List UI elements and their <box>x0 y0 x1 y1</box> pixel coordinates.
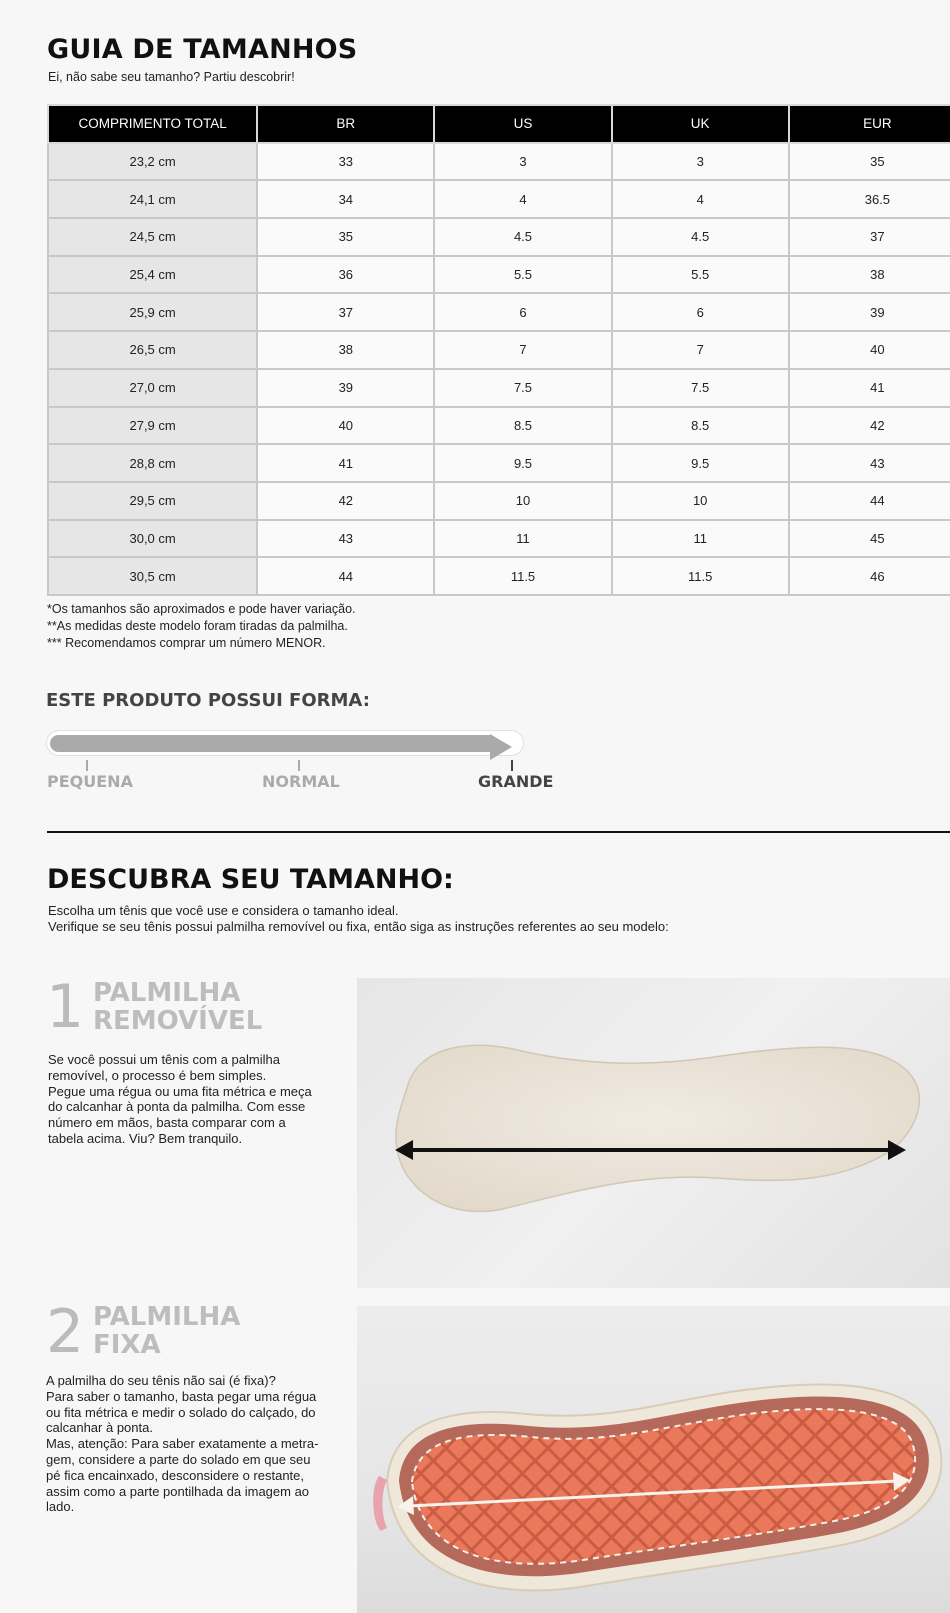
cell-uk: 8.5 <box>612 407 789 445</box>
table-header-row <box>48 105 950 143</box>
cell-uk: 7.5 <box>612 369 789 407</box>
text-line: removível, o processo é bem simples. <box>48 1067 267 1083</box>
insole-photo <box>357 978 950 1288</box>
text-line: tabela acima. Viu? Bem tranquilo. <box>48 1130 243 1146</box>
table-row <box>48 331 950 369</box>
cell-length: 28,8 cm <box>48 444 257 482</box>
table-row <box>48 407 950 445</box>
arrow-right-icon <box>490 734 512 760</box>
step-description <box>48 1052 312 1147</box>
cell-length: 30,0 cm <box>48 520 257 558</box>
step-title <box>93 1303 240 1359</box>
cell-us: 4 <box>434 180 611 218</box>
cell-eur: 43 <box>789 444 950 482</box>
column-header-length: COMPRIMENTO TOTAL <box>48 105 257 143</box>
step-title <box>93 979 262 1035</box>
cell-us: 10 <box>434 482 611 520</box>
scale-tick <box>86 760 88 771</box>
note-line: *** Recomendamos comprar um número MENOR. <box>47 636 326 650</box>
table-row <box>48 293 950 331</box>
text-line: calcanhar à ponta. <box>46 1420 153 1436</box>
text-line: Pegue uma régua ou uma fita métrica e meça <box>48 1083 312 1099</box>
table-row <box>48 180 950 218</box>
table-row <box>48 444 950 482</box>
cell-uk: 6 <box>612 293 789 331</box>
cell-br: 35 <box>257 218 434 256</box>
page-subtitle: Ei, não sabe seu tamanho? Partiu descobrir! <box>48 70 295 84</box>
column-header-eur: EUR <box>789 105 950 143</box>
text-line: do calcanhar à ponta da palmilha. Com esse <box>48 1099 306 1115</box>
cell-eur: 37 <box>789 218 950 256</box>
cell-br: 36 <box>257 256 434 294</box>
page-title: GUIA DE TAMANHOS <box>47 34 358 65</box>
insole-measure-illustration <box>357 978 950 1288</box>
text-line: lado. <box>46 1499 75 1515</box>
step-number: 2 <box>46 1297 85 1367</box>
heel-tab <box>373 1476 387 1531</box>
cell-uk: 5.5 <box>612 256 789 294</box>
cell-br: 34 <box>257 180 434 218</box>
cell-length: 26,5 cm <box>48 331 257 369</box>
text-line: assim como a parte pontilhada da imagem ao <box>46 1483 310 1499</box>
cell-br: 41 <box>257 444 434 482</box>
cell-length: 25,4 cm <box>48 256 257 294</box>
cell-eur: 45 <box>789 520 950 558</box>
cell-length: 27,0 cm <box>48 369 257 407</box>
outsole-measure-illustration <box>357 1306 950 1613</box>
outsole-photo <box>357 1306 950 1613</box>
scale-tick-selected <box>511 760 513 771</box>
cell-eur: 40 <box>789 331 950 369</box>
cell-us: 5.5 <box>434 256 611 294</box>
text-line: Para saber o tamanho, basta pegar uma régua <box>46 1388 317 1404</box>
discover-intro <box>48 903 669 935</box>
cell-uk: 9.5 <box>612 444 789 482</box>
cell-us: 7 <box>434 331 611 369</box>
table-row <box>48 482 950 520</box>
column-header-uk: UK <box>612 105 789 143</box>
text-line: Mas, atenção: Para saber exatamente a metra- <box>46 1436 319 1452</box>
size-notes <box>47 601 356 652</box>
table-row <box>48 143 950 181</box>
cell-length: 25,9 cm <box>48 293 257 331</box>
size-table <box>47 104 950 596</box>
scale-label-pequena: PEQUENA <box>47 772 133 791</box>
cell-br: 37 <box>257 293 434 331</box>
table-row <box>48 557 950 595</box>
cell-br: 33 <box>257 143 434 181</box>
step-number: 1 <box>46 972 85 1042</box>
text-line: pé fica encainxado, desconsidere o restante, <box>46 1467 305 1483</box>
text-line: Se você possui um tênis com a palmilha <box>48 1052 280 1067</box>
cell-eur: 44 <box>789 482 950 520</box>
column-header-br: BR <box>257 105 434 143</box>
cell-eur: 41 <box>789 369 950 407</box>
cell-us: 11.5 <box>434 557 611 595</box>
cell-br: 40 <box>257 407 434 445</box>
cell-us: 7.5 <box>434 369 611 407</box>
discover-title: DESCUBRA SEU TAMANHO: <box>47 864 454 895</box>
cell-length: 30,5 cm <box>48 557 257 595</box>
section-divider <box>47 831 950 833</box>
table-row <box>48 369 950 407</box>
forma-title: ESTE PRODUTO POSSUI FORMA: <box>46 690 370 711</box>
table-row <box>48 218 950 256</box>
cell-uk: 11 <box>612 520 789 558</box>
cell-eur: 39 <box>789 293 950 331</box>
step-title-line: PALMILHA <box>93 978 241 1008</box>
cell-eur: 38 <box>789 256 950 294</box>
cell-uk: 3 <box>612 143 789 181</box>
cell-eur: 35 <box>789 143 950 181</box>
cell-length: 24,5 cm <box>48 218 257 256</box>
text-line: número em mãos, basta comparar com a <box>48 1115 286 1131</box>
cell-length: 27,9 cm <box>48 407 257 445</box>
cell-us: 4.5 <box>434 218 611 256</box>
cell-uk: 7 <box>612 331 789 369</box>
step-description <box>46 1373 318 1515</box>
cell-us: 11 <box>434 520 611 558</box>
cell-length: 23,2 cm <box>48 143 257 181</box>
step-title-line: PALMILHA <box>93 1302 241 1332</box>
cell-uk: 4 <box>612 180 789 218</box>
step-title-line: REMOVÍVEL <box>93 1006 263 1036</box>
cell-br: 39 <box>257 369 434 407</box>
cell-eur: 46 <box>789 557 950 595</box>
text-line: ou fita métrica e medir o solado do calçado, do <box>46 1404 316 1420</box>
intro-line: Verifique se seu tênis possui palmilha removível ou fixa, então siga as instruções referentes ao seu modelo: <box>48 919 669 934</box>
cell-br: 38 <box>257 331 434 369</box>
table-row <box>48 520 950 558</box>
step-title-line: FIXA <box>93 1330 161 1360</box>
cell-eur: 42 <box>789 407 950 445</box>
cell-uk: 4.5 <box>612 218 789 256</box>
scale-label-normal: NORMAL <box>262 772 340 791</box>
cell-eur: 36.5 <box>789 180 950 218</box>
cell-br: 42 <box>257 482 434 520</box>
text-line: gem, considere a parte do solado em que seu <box>46 1451 311 1467</box>
cell-us: 9.5 <box>434 444 611 482</box>
column-header-us: US <box>434 105 611 143</box>
cell-br: 44 <box>257 557 434 595</box>
size-table-body <box>48 143 950 595</box>
cell-us: 8.5 <box>434 407 611 445</box>
intro-line: Escolha um tênis que você use e considera o tamanho ideal. <box>48 903 399 918</box>
note-line: *Os tamanhos são aproximados e pode haver variação. <box>47 602 356 616</box>
cell-uk: 10 <box>612 482 789 520</box>
table-row <box>48 256 950 294</box>
insole-shape <box>396 1045 919 1211</box>
text-line: A palmilha do seu tênis não sai (é fixa)? <box>46 1373 276 1388</box>
cell-length: 24,1 cm <box>48 180 257 218</box>
cell-uk: 11.5 <box>612 557 789 595</box>
scale-tick <box>298 760 300 771</box>
forma-scale-bar <box>46 730 524 756</box>
forma-scale-fill <box>50 735 490 752</box>
cell-length: 29,5 cm <box>48 482 257 520</box>
cell-us: 3 <box>434 143 611 181</box>
note-line: **As medidas deste modelo foram tiradas da palmilha. <box>47 619 348 633</box>
cell-br: 43 <box>257 520 434 558</box>
cell-us: 6 <box>434 293 611 331</box>
scale-label-grande: GRANDE <box>478 772 554 791</box>
